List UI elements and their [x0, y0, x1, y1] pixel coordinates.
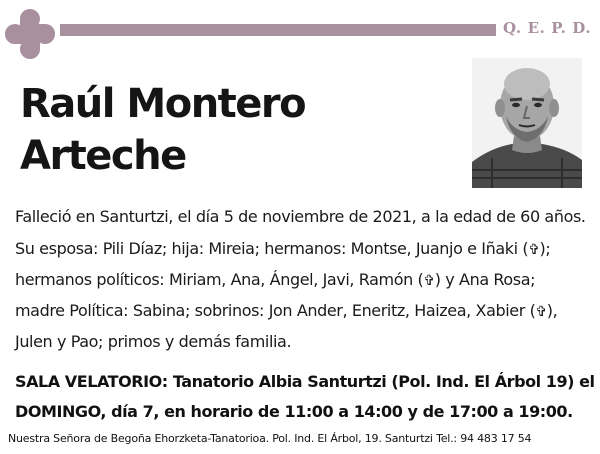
family-line-3: madre Política: Sabina; sobrinos: Jon Ander, Eneritz, Haizea, Xabier (✞),: [15, 301, 558, 320]
obituary-body: [15, 201, 590, 357]
family-line-1: Su esposa: Pili Díaz; hija: Mireia; hermanos: Montse, Juanjo e Iñaki (✞);: [15, 239, 551, 258]
funeral-home-footer: Nuestra Señora de Begoña Ehorzketa-Tanatorioa. Pol. Ind. El Árbol, 19. Santurtzi Tel.: 94 483 17 54: [8, 432, 532, 445]
deceased-name: [20, 78, 305, 182]
death-notice: Falleció en Santurtzi, el día 5 de noviembre de 2021, a la edad de 60 años.: [15, 207, 586, 226]
wake-info: [15, 367, 595, 427]
qepd-label: Q. E. P. D.: [503, 19, 592, 37]
cross-icon: ✞: [423, 273, 435, 289]
wake-line-2: DOMINGO, día 7, en horario de 11:00 a 14:00 y de 17:00 a 19:00.: [15, 402, 573, 421]
family-line-4: Julen y Pao; primos y demás familia.: [15, 332, 292, 351]
name-line-1: Raúl Montero: [20, 81, 306, 127]
family-line-2: hermanos políticos: Miriam, Ana, Ángel, Javi, Ramón (✞) y Ana Rosa;: [15, 270, 536, 289]
cross-icon: ✞: [528, 242, 540, 258]
portrait-photo: [472, 58, 582, 188]
wake-line-1: SALA VELATORIO: Tanatorio Albia Santurtzi (Pol. Ind. El Árbol 19) el: [15, 372, 595, 391]
name-line-2: Arteche: [20, 133, 186, 179]
header-divider-bar: [60, 24, 496, 36]
cross-icon: ✞: [535, 304, 547, 320]
lauburu-icon: [4, 8, 56, 60]
